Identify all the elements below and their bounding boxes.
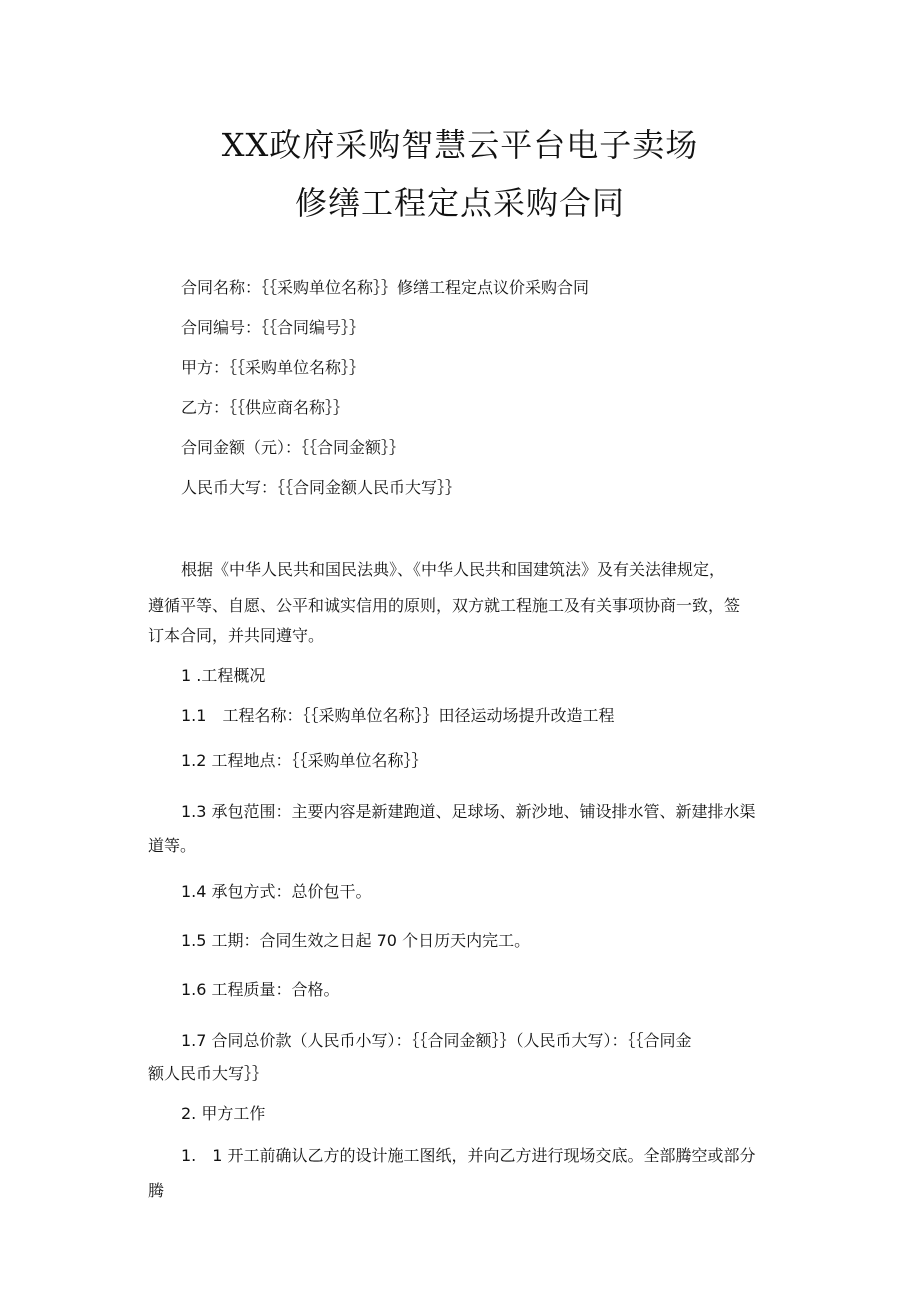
section-heading-party-a-work: 2. 甲方工作 xyxy=(181,1104,266,1123)
party-a-field: 甲方：｛｛采购单位名称｝｝ xyxy=(181,358,366,377)
document-title-line-2: 修缮工程定点采购合同 xyxy=(294,184,625,222)
preamble-line: 订本合同，并共同遵守。 xyxy=(148,626,325,645)
clause-2-1: 1. 1 开工前确认乙方的设计施工图纸，并向乙方进行现场交底。全部腾空或部分 xyxy=(181,1146,756,1165)
party-b-field: 乙方：｛｛供应商名称｝｝ xyxy=(181,398,350,417)
preamble-line: 根据《中华人民共和国民法典》、《中华人民共和国建筑法》及有关法律规定， xyxy=(181,560,726,579)
section-heading-project-overview: 1 .工程概况 xyxy=(181,666,266,685)
clause-1-4: 1.4 承包方式：总价包干。 xyxy=(181,882,372,901)
clause-1-1: 1.1 工程名称：｛｛采购单位名称｝｝田径运动场提升改造工程 xyxy=(181,706,615,725)
contract-amount-field: 合同金额（元）：｛｛合同金额｝｝ xyxy=(181,438,406,457)
contract-number-field: 合同编号：｛｛合同编号｝｝ xyxy=(181,318,366,337)
clause-1-2: 1.2 工程地点：｛｛采购单位名称｝｝ xyxy=(181,751,428,770)
clause-1-3-continued: 道等。 xyxy=(148,836,197,855)
preamble-line: 遵循平等、自愿、公平和诚实信用的原则，双方就工程施工及有关事项协商一致，签 xyxy=(148,596,741,615)
clause-1-7: 1.7 合同总价款（人民币小写）：｛｛合同金额｝｝（人民币大写）：｛｛合同金 xyxy=(181,1031,692,1050)
clause-1-5: 1.5 工期：合同生效之日起 70 个日历天内完工。 xyxy=(181,931,531,950)
contract-name-field: 合同名称：｛｛采购单位名称｝｝修缮工程定点议价采购合同 xyxy=(181,278,590,297)
amount-uppercase-field: 人民币大写：｛｛合同金额人民币大写｝｝ xyxy=(181,478,462,497)
clause-2-1-continued: 腾 xyxy=(148,1181,165,1200)
clause-1-6: 1.6 工程质量：合格。 xyxy=(181,980,340,999)
document-title-line-1: XX政府采购智慧云平台电子卖场 xyxy=(221,126,699,164)
clause-1-7-continued: 额人民币大写｝｝ xyxy=(148,1064,269,1083)
clause-1-3: 1.3 承包范围：主要内容是新建跑道、足球场、新沙地、铺设排水管、新建排水渠 xyxy=(181,802,756,821)
